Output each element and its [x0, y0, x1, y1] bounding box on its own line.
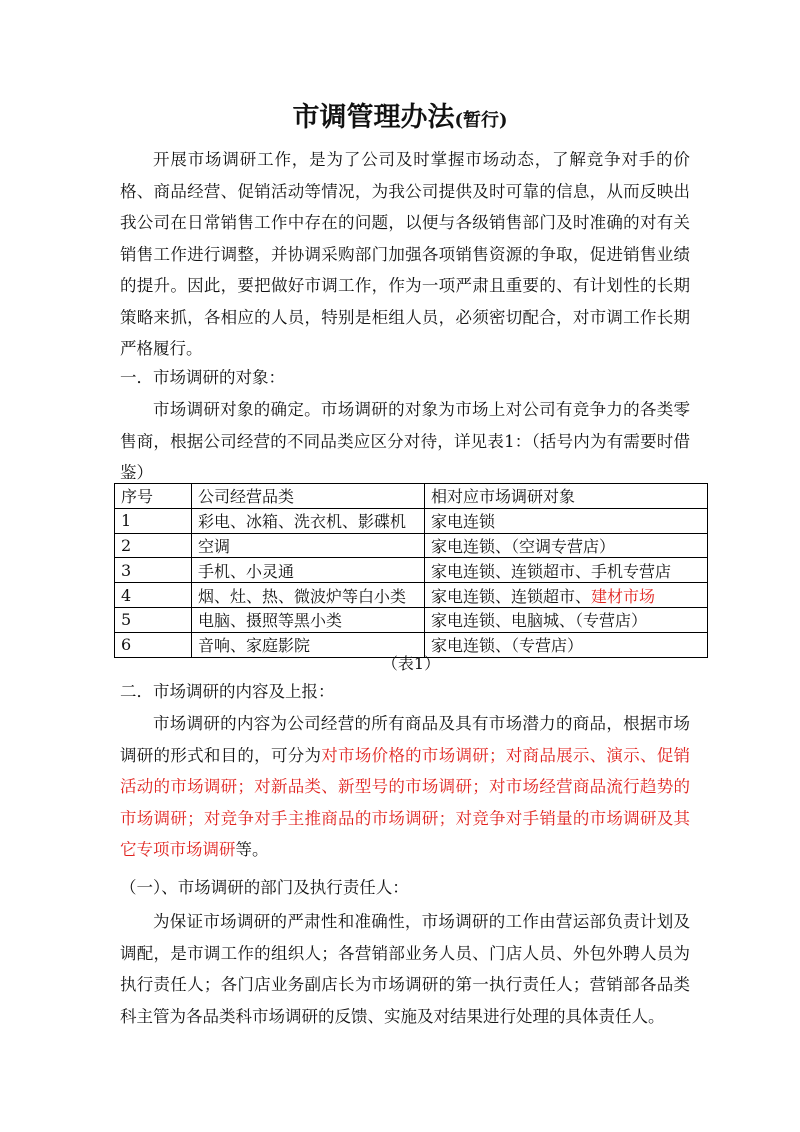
section2-text-end: 等。 [235, 840, 269, 859]
target-text-highlight: 建材市场 [591, 586, 656, 606]
table-row [115, 533, 708, 558]
intro-paragraph: 开展市场调研工作，是为了公司及时掌握市场动态，了解竞争对手的价格、商品经营、促销活动等情况，为我公司提供及时可靠的信息，从而反映出我公司在日常销售工作中存在的问题，以便与各级销售部门及时准确的对有关销售工作进行调整，并协调采购部门加强各项销售资源的争取，促进销售业绩的提升。因此，要把做好市调工作，作为一项严肃且重要的、有计划性的长期策略来抓，各相应的人员，特别是柜组人员，必须密切配合，对市调工作长期严格履行。 [120, 150, 690, 358]
table-cell-no: 1 [115, 508, 192, 533]
table-header-category: 公司经营品类 [192, 484, 425, 509]
section2-text-start: 市场调研的内容为公司经营的所有商品及具有市场潜力的商品，根据市场调研的形式和目的，可分为 [120, 714, 690, 765]
table-cell-target [425, 533, 708, 558]
table-header-target: 相对应市场调研对象 [425, 484, 708, 509]
table-cell-no: 5 [115, 607, 192, 632]
research-target-table [114, 483, 708, 658]
subsection-heading: （一）、市场调研的部门及执行责任人： [120, 878, 409, 897]
title-main: 市调管理办法 [292, 102, 455, 133]
table-cell-no: 3 [115, 558, 192, 583]
table-cell-no: 6 [115, 632, 192, 657]
table-cell-category: 音响、家庭影院 [192, 632, 425, 657]
table-cell-category: 手机、小灵通 [192, 558, 425, 583]
section2-paragraph [120, 708, 690, 866]
target-text: 家电连锁、连锁超市、手机专营店 [431, 561, 672, 581]
title-subtitle: (暂行) [454, 110, 508, 131]
table-cell-category: 彩电、冰箱、洗衣机、影碟机 [192, 508, 425, 533]
table-cell-no: 4 [115, 583, 192, 608]
target-text: 家电连锁、电脑城、（专营店） [431, 611, 648, 631]
target-text: 家电连锁、连锁超市、 [431, 586, 592, 606]
section2-heading: 二．市场调研的内容及上报： [120, 682, 335, 701]
table-row [115, 508, 708, 533]
section2-text-highlight: 对市场价格的市场调研；对商品展示、演示、促销活动的市场调研；对新品类、新型号的市场调研；对市场经营商品流行趋势的市场调研；对竞争对手主推商品的市场调研；对竞争对手销量的市场调研及其它专项市场调研 [120, 745, 691, 859]
table-cell-category: 电脑、摄照等黑小类 [192, 607, 425, 632]
table-cell-target [425, 607, 708, 632]
table-cell-target [425, 558, 708, 583]
table-row [115, 558, 708, 583]
target-text: 家电连锁 [431, 512, 496, 532]
table-cell-category: 空调 [192, 533, 425, 558]
section1-paragraph: 市场调研对象的确定。市场调研的对象为市场上对公司有竞争力的各类零售商，根据公司经营的不同品类应区分对待，详见表1：（括号内为有需要时借鉴） [120, 400, 690, 482]
table-cell-no: 2 [115, 533, 192, 558]
table-row [115, 607, 708, 632]
table-row [115, 583, 708, 608]
table-header-row [115, 484, 708, 509]
table-cell-target [425, 583, 708, 608]
page-title [0, 98, 800, 141]
table-header-no: 序号 [115, 484, 192, 509]
target-text: 家电连锁、（空调专营店） [431, 536, 616, 556]
table-cell-category: 烟、灶、热、微波炉等白小类 [192, 583, 425, 608]
table-caption: （表1） [381, 654, 441, 673]
section1-heading: 一．市场调研的对象： [120, 368, 285, 387]
table-cell-target [425, 508, 708, 533]
target-text: 家电连锁、（专营店） [431, 636, 584, 656]
subsection-paragraph: 为保证市场调研的严肃性和准确性，市场调研的工作由营运部负责计划及调配，是市调工作的组织人；各营销部业务人员、门店人员、外包外聘人员为执行责任人；各门店业务副店长为市场调研的第一执行责任人；营销部各品类科主管为各品类科市场调研的反馈、实施及对结果进行处理的具体责任人。 [120, 912, 690, 1026]
